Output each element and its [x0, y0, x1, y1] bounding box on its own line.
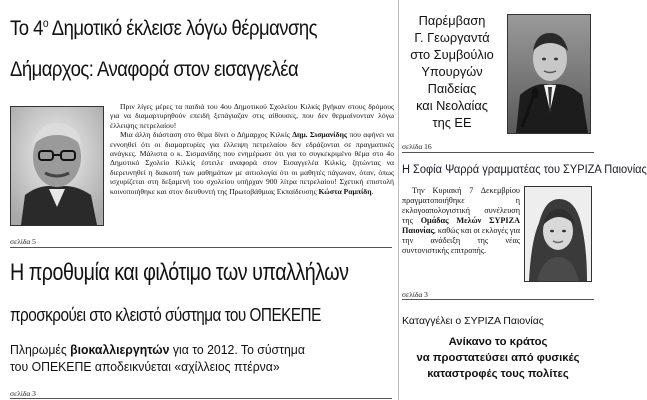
right-story1-line3: στο Συμβούλιο: [410, 47, 494, 62]
right-story2-body: [402, 186, 520, 256]
para2-text-c: που αφήνει να εννοηθεί ότι οι διαμαρτυρίες για έλλειψη πετρελαίου δεν εδράζονται σε πραγματικές ανάγκες. Μάλιστα ο κ. Σισμανίδης που ενημέρωσε ότι για το συγκεκριμένο θέμα στο 4ο Δημοτικό Σχολείο Κιλκίς έστειλε αναφορά στον Εισαγγελέα Κιλκίς, ζητώντας να διερευνηθεί η διακοπή των μαθημάτων με αιτιολογία ότι οι μαθητές πάγωναν, όταν, όπως ισχυρίζεται στη δεξαμενή του σχολείου υπήρχαν 900 λίτρα πετρελαίου! Σχετική επιστολή κοινοποιήθηκε και στον διευθυντή της Πρωτοβάθμιας Εκπαίδευσης: [110, 130, 394, 196]
story2-deck: [10, 342, 387, 376]
column-divider: [398, 0, 399, 400]
story1-body: [110, 102, 394, 196]
story1-paragraph-1: Πριν λίγες μέρες τα παιδιά του 4ου Δημοτικού Σχολείου Κιλκίς βγήκαν στους δρόμους για να διαμαρτυρηθούν επειδή ξεπάγιαζαν στις αίθουσες, που δεν θερμαίνονταν λόγω έλλειψης πετρελαίου!: [110, 102, 394, 130]
portrait-mayor-image: [11, 107, 103, 225]
deck-text-c: για το 2012. Το σύστημα: [169, 343, 305, 357]
right-story3-line3: καταστροφές τους πολίτες: [427, 368, 569, 380]
right-story3-line2: να προστατεύσει από φυσικές: [416, 352, 580, 364]
story1-paragraph-2: [110, 130, 394, 196]
headline-text-rest: Δημοτικό έκλεισε λόγω θέρμανσης: [48, 16, 318, 41]
right-story1-divider: [402, 152, 594, 153]
story2-deck-line1: [10, 342, 387, 359]
right-story1-headline: [402, 12, 502, 131]
right-story1-line7: της ΕΕ: [432, 115, 472, 130]
story1-headline: [10, 10, 333, 41]
story2-divider: [10, 398, 392, 399]
psarra-photo: [524, 186, 592, 282]
headline-superscript: ο: [42, 16, 49, 30]
right-story1-line2: Γ. Γεωργαντά: [414, 30, 490, 45]
director-name: Κώστα Ραμπίδη: [318, 186, 372, 196]
story1-page-ref[interactable]: σελίδα 5: [10, 237, 36, 246]
right-story3-kicker: Καταγγέλει ο ΣΥΡΙΖΑ Παιονίας: [402, 315, 544, 327]
right-story2-page-ref[interactable]: σελίδα 3: [402, 290, 428, 299]
right-story2-divider: [402, 299, 594, 300]
right-story1-line4: Υπουργών: [421, 64, 483, 79]
story2-subheadline: προσκρούει στο κλειστό σύστημα του ΟΠΕΚΕΠΕ: [10, 305, 321, 325]
right-story2-text-c: , καθώς και οι εκλογές για την ανάδειξη της νέας συντονιστικής επιτροπής.: [402, 226, 520, 255]
right-story2-text-a: Την Κυριακή 7 Δεκεμβρίου πραγματοποιήθηκε η εκλογοαπολογιστική συνέλευση της: [402, 186, 520, 225]
mayor-name: Δημ. Σισμανίδης: [292, 130, 348, 140]
story2-deck-line2: του ΟΠΕΚΕΠΕ αποδεικνύεται «αχίλλειος πτέρνα»: [10, 360, 280, 374]
story1-subheadline: Δήμαρχος: Αναφορά στον εισαγγελέα: [10, 57, 299, 81]
right-story3-headline: [402, 334, 594, 382]
syriza-group-name: Ομάδας Μελών ΣΥΡΙΖΑ Παιονίας: [402, 216, 520, 235]
right-story3-line1: Ανίκανο το κράτος: [448, 336, 548, 348]
right-story1-line6: και Νεολαίας: [416, 98, 488, 113]
para2-text-a: Μια άλλη διάσταση στο θέμα δίνει ο Δήμαρχος Κιλκίς: [120, 130, 293, 140]
portrait-psarra-image: [525, 187, 591, 281]
right-story1-line1: Παρέμβαση: [418, 13, 486, 28]
story1-divider: [10, 247, 392, 248]
headline-text: Το 4: [10, 16, 43, 41]
portrait-georgantas-image: [508, 15, 590, 133]
deck-bold: βιοκαλλιεργητών: [70, 343, 170, 357]
right-story1-line5: Παιδείας: [427, 81, 477, 96]
para2-text-e: .: [371, 186, 374, 196]
mayor-photo: [10, 106, 104, 226]
georgantas-photo: [507, 14, 591, 134]
story2-headline: Η προθυμία και φιλότιμο των υπαλλήλων: [10, 259, 349, 286]
right-story1-page-ref[interactable]: σελίδα 16: [402, 142, 432, 151]
deck-text-a: Πληρωμές: [10, 343, 71, 357]
story2-page-ref[interactable]: σελίδα 3: [10, 389, 36, 398]
right-story2-headline: Η Σοφία Ψαρρά γραμματέας του ΣΥΡΙΖΑ Παιονίας: [402, 164, 647, 176]
